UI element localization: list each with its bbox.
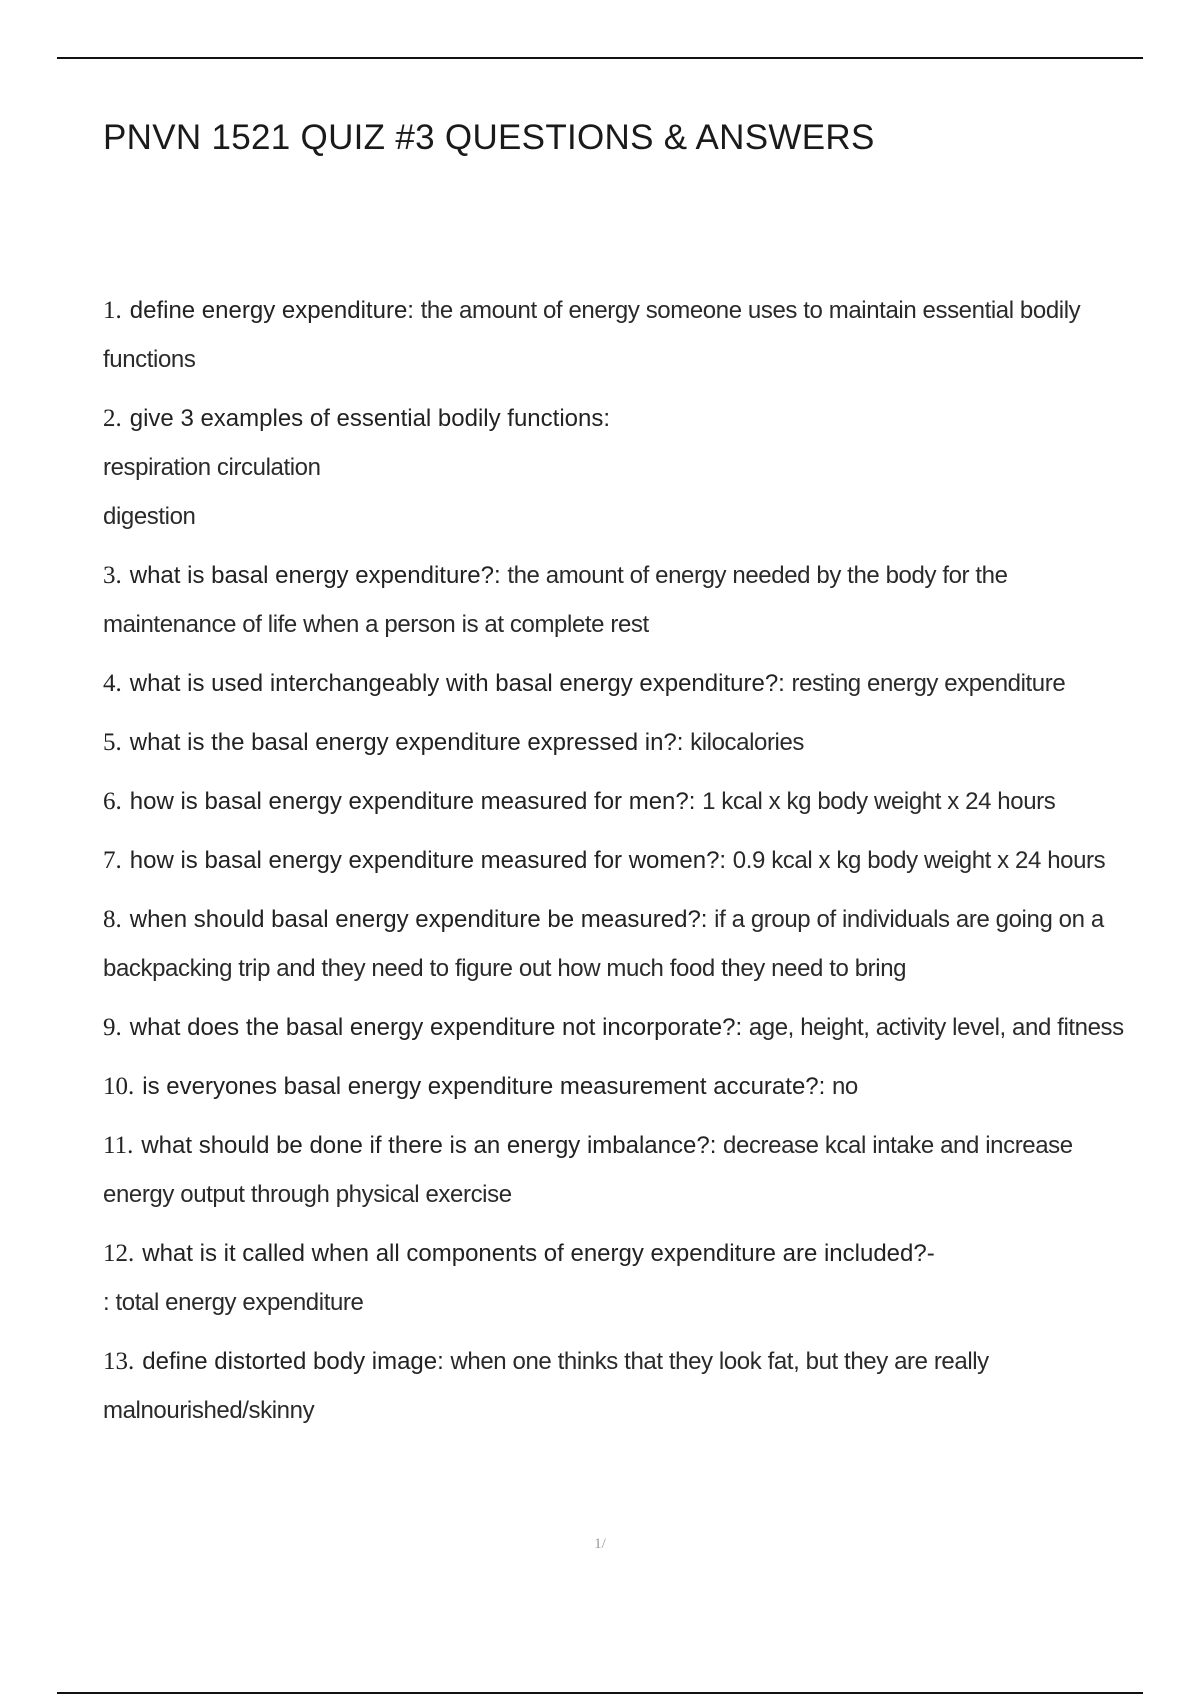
item-answer: when one thinks that they look fat, but they are really malnourished/skinny (103, 1348, 989, 1424)
item-question: what is basal energy expenditure?: (129, 562, 501, 589)
item-answer: age, height, activity level, and fitness (748, 1014, 1124, 1041)
item-number: 7. (103, 847, 122, 874)
item-answer: the amount of energy someone uses to maintain essential bodily functions (103, 297, 1081, 373)
item-answer: respiration circulation (103, 454, 321, 481)
item-question: give 3 examples of essential bodily functions: (129, 405, 611, 432)
bottom-rule (57, 1692, 1143, 1694)
item-number: 13. (103, 1348, 135, 1375)
item-answer: kilocalories (690, 729, 805, 756)
item-question: what is the basal energy expenditure expressed in?: (129, 729, 684, 756)
page-number: 1/ (594, 1536, 606, 1552)
top-rule (57, 57, 1143, 59)
item-answer: if a group of individuals are going on a backpacking trip and they need to figure out how much food they need to bring (103, 906, 1104, 982)
item-question: what should be done if there is an energy imbalance?: (141, 1132, 717, 1159)
item-question: what does the basal energy expenditure not incorporate?: (129, 1014, 743, 1041)
qa-item (103, 777, 1133, 826)
item-question: when should basal energy expenditure be measured?: (129, 906, 708, 933)
item-question: define distorted body image: (142, 1348, 444, 1375)
qa-item (103, 1337, 1133, 1435)
item-number: 10. (103, 1073, 135, 1100)
qa-item (103, 1062, 1133, 1111)
item-answer: resting energy expenditure (791, 670, 1066, 697)
item-number: 5. (103, 729, 122, 756)
qa-item (103, 286, 1133, 384)
qa-item (103, 551, 1133, 649)
item-number: 6. (103, 788, 122, 815)
qa-item (103, 895, 1133, 993)
item-number: 8. (103, 906, 122, 933)
item-number: 1. (103, 297, 122, 324)
item-answer: no (831, 1073, 858, 1100)
item-answer: 0.9 kcal x kg body weight x 24 hours (732, 847, 1106, 874)
qa-item (103, 1003, 1133, 1052)
item-question: how is basal energy expenditure measured for men?: (129, 788, 696, 815)
item-answer: 1 kcal x kg body weight x 24 hours (702, 788, 1056, 815)
document-title: PNVN 1521 QUIZ #3 QUESTIONS & ANSWERS (103, 118, 875, 157)
item-number: 2. (103, 405, 122, 432)
item-number: 4. (103, 670, 122, 697)
qa-item (103, 1229, 1133, 1327)
qa-item (103, 836, 1133, 885)
item-question: how is basal energy expenditure measured for women?: (129, 847, 727, 874)
item-question: is everyones basal energy expenditure measurement accurate?: (142, 1073, 826, 1100)
item-answer: : total energy expenditure (103, 1289, 364, 1316)
item-question: what is it called when all components of energy expenditure are included?- (142, 1240, 935, 1267)
item-answer: the amount of energy needed by the body for the maintenance of life when a person is at complete rest (103, 562, 1008, 638)
qa-item (103, 394, 1133, 541)
item-number: 9. (103, 1014, 122, 1041)
item-number: 11. (103, 1132, 134, 1159)
qa-item (103, 718, 1133, 767)
qa-list (103, 286, 1133, 1445)
item-question: what is used interchangeably with basal energy expenditure?: (129, 670, 785, 697)
qa-item (103, 1121, 1133, 1219)
qa-item (103, 659, 1133, 708)
item-question: define energy expenditure: (129, 297, 414, 324)
item-number: 12. (103, 1240, 135, 1267)
item-answer: digestion (103, 503, 196, 530)
item-answer: decrease kcal intake and increase energy output through physical exercise (103, 1132, 1073, 1208)
item-number: 3. (103, 562, 122, 589)
